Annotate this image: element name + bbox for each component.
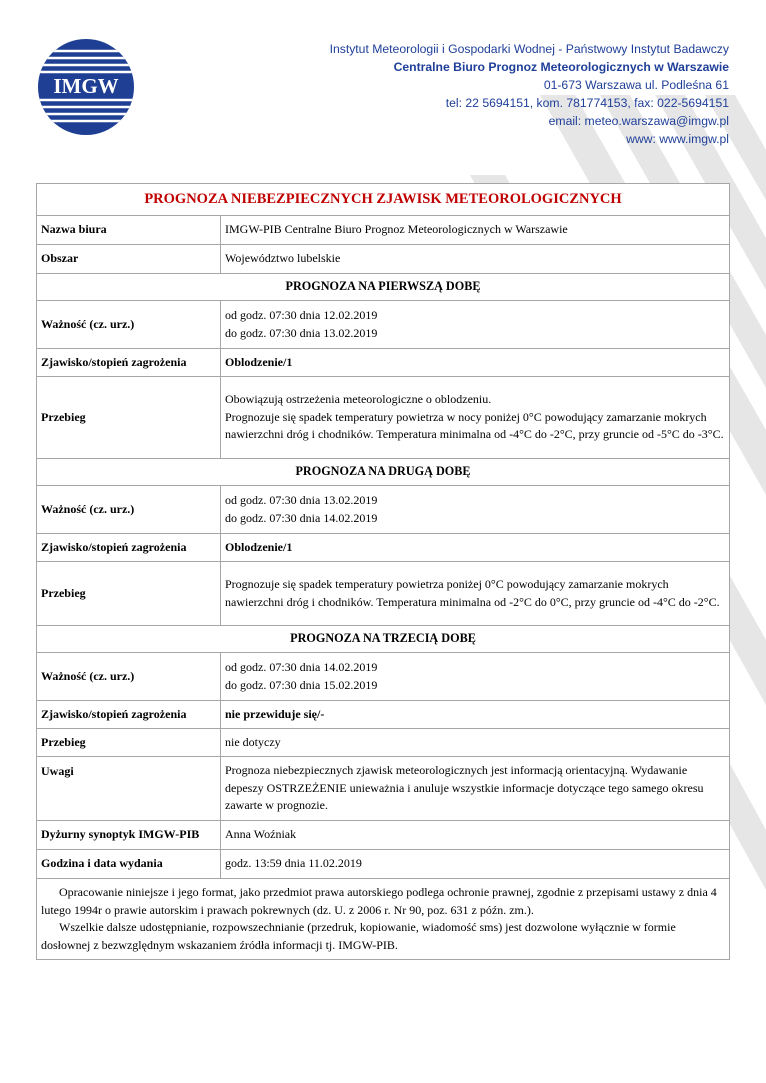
- day1-heading: PROGNOZA NA PIERWSZĄ DOBĘ: [37, 274, 730, 301]
- day1-validity-from: od godz. 07:30 dnia 12.02.2019: [225, 308, 378, 322]
- forecast-table: [36, 183, 730, 960]
- address: 01-673 Warszawa ul. Podleśna 61: [543, 78, 729, 92]
- day1-course: [221, 377, 730, 459]
- day1-course-line2: Prognozuje się spadek temperatury powietrza w nocy poniżej 0°C powodujący zamarzanie mokrych nawierzchni dróg i chodników. Temperatura minimalna od -4°C do -2°C, przy gruncie od -5°C do -3°C.: [225, 409, 724, 442]
- day2-heading: PROGNOZA NA DRUGĄ DOBĘ: [37, 459, 730, 486]
- logo-text: IMGW: [53, 74, 119, 98]
- day3-validity-label: Ważność (cz. urz.): [37, 653, 221, 701]
- office-value: IMGW-PIB Centralne Biuro Prognoz Meteorologicznych w Warszawie: [221, 216, 730, 245]
- document-title: PROGNOZA NIEBEZPIECZNYCH ZJAWISK METEOROLOGICZNYCH: [37, 184, 730, 216]
- imgw-logo: [36, 37, 136, 137]
- day2-validity: [221, 486, 730, 534]
- copyright-notice: [37, 879, 730, 960]
- day2-phenomenon-value: Oblodzenie/1: [221, 534, 730, 562]
- day3-phenomenon-label: Zjawisko/stopień zagrożenia: [37, 701, 221, 729]
- day2-course-label: Przebieg: [37, 562, 221, 626]
- forecaster-label: Dyżurny synoptyk IMGW-PIB: [37, 821, 221, 850]
- day1-course-label: Przebieg: [37, 377, 221, 459]
- day3-heading: PROGNOZA NA TRZECIĄ DOBĘ: [37, 626, 730, 653]
- bureau-name: Centralne Biuro Prognoz Meteorologicznych w Warszawie: [393, 60, 729, 74]
- institute-header: [330, 40, 729, 148]
- day1-validity-label: Ważność (cz. urz.): [37, 301, 221, 349]
- day3-course-label: Przebieg: [37, 729, 221, 757]
- copyright-paragraph-2: Wszelkie dalsze udostępnianie, rozpowszechnianie (przedruk, kopiowanie, wiadomość sms) jest dozwolone wyłącznie w formie dosłownej z bezwzględnym wskazaniem źródła informacji tj. IMGW-PIB.: [41, 920, 676, 952]
- website[interactable]: www: www.imgw.pl: [626, 132, 729, 146]
- day2-validity-label: Ważność (cz. urz.): [37, 486, 221, 534]
- office-label: Nazwa biura: [37, 216, 221, 245]
- institute-name: Instytut Meteorologii i Gospodarki Wodnej - Państwowy Instytut Badawczy: [329, 42, 729, 56]
- forecaster-value: Anna Woźniak: [221, 821, 730, 850]
- phone: tel: 22 5694151, kom. 781774153, fax: 022-5694151: [445, 96, 729, 110]
- day3-course-line1: nie dotyczy: [221, 729, 730, 757]
- day3-validity-from: od godz. 07:30 dnia 14.02.2019: [225, 660, 378, 674]
- day1-phenomenon-value: Oblodzenie/1: [221, 349, 730, 377]
- day2-validity-to: do godz. 07:30 dnia 14.02.2019: [225, 510, 378, 525]
- remarks-value: Prognoza niebezpiecznych zjawisk meteorologicznych jest informacją orientacyjną. Wydawanie depeszy OSTRZEŻENIE unieważnia i anuluje wszystkie informacje dotyczące tego samego okresu zawarte w prognozie.: [221, 757, 730, 821]
- area-label: Obszar: [37, 245, 221, 274]
- day3-phenomenon-value: nie przewiduje się/-: [221, 701, 730, 729]
- day2-validity-from: od godz. 07:30 dnia 13.02.2019: [225, 493, 378, 507]
- email[interactable]: email: meteo.warszawa@imgw.pl: [548, 114, 729, 128]
- day1-phenomenon-label: Zjawisko/stopień zagrożenia: [37, 349, 221, 377]
- day1-validity: [221, 301, 730, 349]
- area-value: Województwo lubelskie: [221, 245, 730, 274]
- copyright-paragraph-1: Opracowanie niniejsze i jego format, jako przedmiot prawa autorskiego podlega ochronie prawnej, zgodnie z przepisami ustawy z dnia 4 lutego 1994r o prawie autorskim i prawach pokrewnych (dz. U. z 2006 r. Nr 90, poz. 631 z późn. zm.).: [41, 885, 717, 917]
- day3-validity: [221, 653, 730, 701]
- day3-validity-to: do godz. 07:30 dnia 15.02.2019: [225, 677, 378, 692]
- issued-value: godz. 13:59 dnia 11.02.2019: [221, 850, 730, 879]
- issued-label: Godzina i data wydania: [37, 850, 221, 879]
- day2-phenomenon-label: Zjawisko/stopień zagrożenia: [37, 534, 221, 562]
- day1-course-line1: Obowiązują ostrzeżenia meteorologiczne o oblodzeniu.: [225, 392, 492, 407]
- day1-validity-to: do godz. 07:30 dnia 13.02.2019: [225, 325, 378, 340]
- remarks-label: Uwagi: [37, 757, 221, 821]
- day2-course-line1: Prognozuje się spadek temperatury powietrza poniżej 0°C powodujący zamarzanie mokrych nawierzchni dróg i chodników. Temperatura minimalna od -2°C do 0°C, przy gruncie od -4°C do -2°C.: [221, 562, 730, 626]
